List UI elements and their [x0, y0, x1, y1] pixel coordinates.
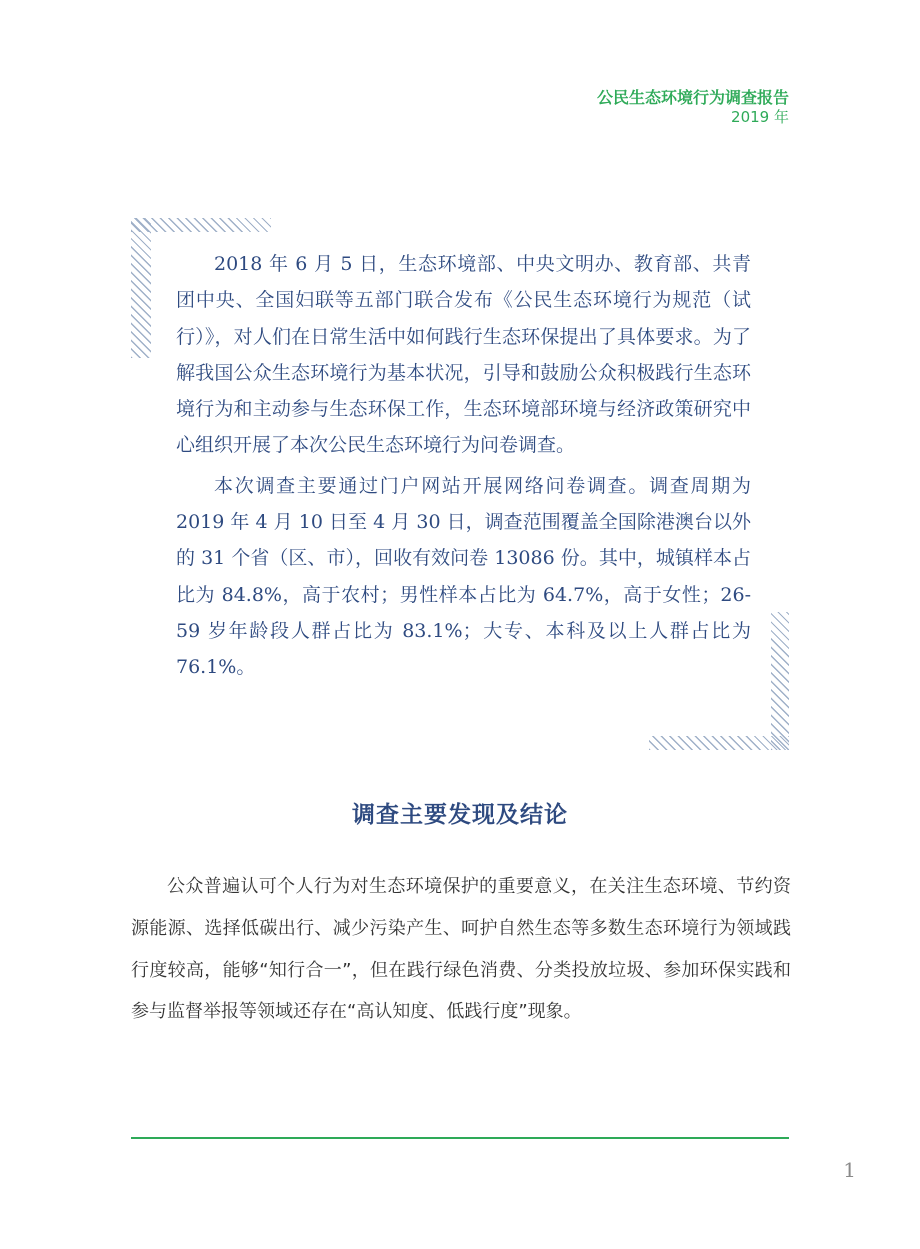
finding-paragraph: 公众普遍认可个人行为对生态环境保护的重要意义，在关注生态环境、节约资源能源、选择低碳出行、减少污染产生、呵护自然生态等多数生态环境行为领域践行度较高，能够“知行合一”，但在践行绿色消费、分类投放垃圾、参加环保实践和参与监督举报等领域还存在“高认知度、低践行度”现象。: [131, 876, 791, 1023]
page-number: 1: [843, 1158, 856, 1182]
intro-text-block: [176, 246, 751, 690]
intro-paragraph-2: 本次调查主要通过门户网站开展网络问卷调查。调查周期为 2019 年 4 月 10 日至 4 月 30 日，调查范围覆盖全国除港澳台以外的 31 个省（区、市），回收有效问卷 13086 份。其中，城镇样本占比为 84.8%，高于农村；男性样本占比为 64.7%，高于女性；26-59 岁年龄段人群占比为 83.1%；大专、本科及以上人群占比为 76.1%。: [176, 474, 751, 679]
finding-text-block: [131, 866, 791, 1033]
corner-hatch-bottom-right-vertical: [771, 612, 789, 750]
corner-hatch-top-left-horizontal: [131, 218, 271, 232]
report-title: 公民生态环境行为调查报告: [596, 88, 789, 107]
corner-hatch-top-left-vertical: [131, 218, 151, 358]
report-header: [597, 88, 789, 126]
report-year: 2019 年: [731, 108, 789, 126]
intro-paragraph-1: 2018 年 6 月 5 日，生态环境部、中央文明办、教育部、共青团中央、全国妇联等五部门联合发布《公民生态环境行为规范（试行）》，对人们在日常生活中如何践行生态环保提出了具体要求。为了解我国公众生态环境行为基本状况，引导和鼓励公众积极践行生态环境行为和主动参与生态环保工作，生态环境部环境与经济政策研究中心组织开展了本次公民生态环境行为问卷调查。: [176, 253, 751, 457]
section-heading: 调查主要发现及结论: [352, 802, 568, 828]
corner-hatch-bottom-right-horizontal: [649, 736, 789, 750]
footer-divider: [131, 1137, 789, 1139]
